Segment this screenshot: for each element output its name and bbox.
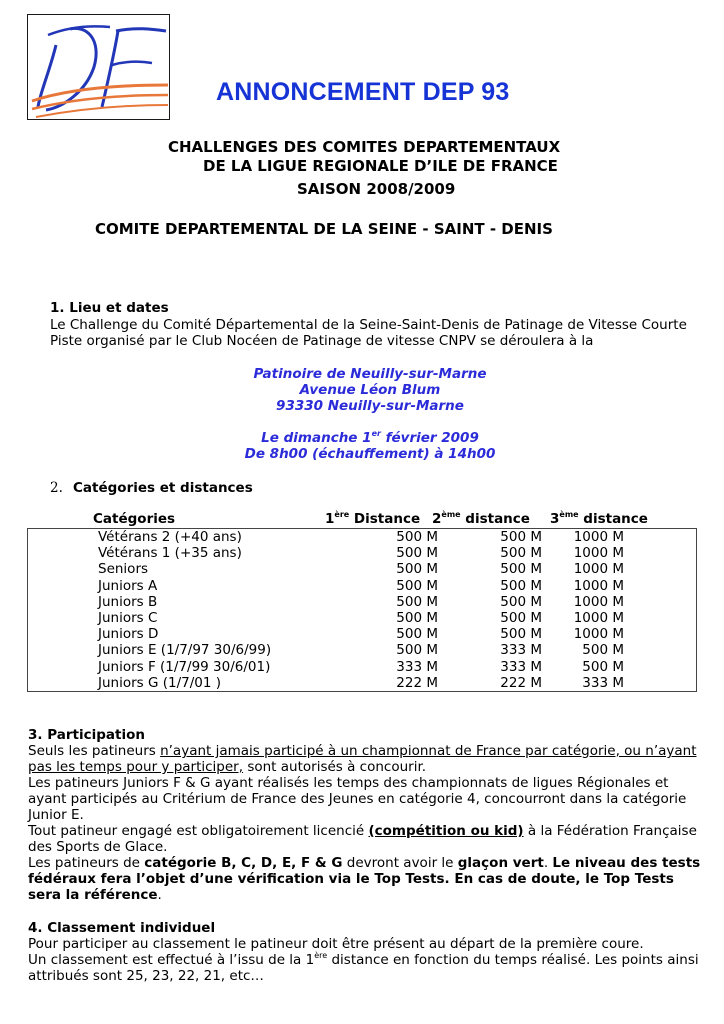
event-date-pre: Le dimanche 1 [261,430,372,446]
d1-sup: ère [334,510,350,519]
distance-3-cell: 1000 M [573,593,624,610]
distance-1-cell: 222 M [396,674,438,691]
s4-l2b: distance en fonction du temps réalisé. Les points ainsi [327,952,699,968]
header-season: SAISON 2008/2009 [297,180,456,198]
table-row [28,659,697,675]
section-3-line-7: des Sports de Glace. [28,839,168,855]
table-row [28,594,697,610]
s3-l8c: devront avoir le [342,855,458,871]
category-cell: Juniors G (1/7/01 ) [98,674,222,691]
document-title: ANNONCEMENT DEP 93 [216,78,510,106]
section-3-line-2 [28,759,426,776]
s4-l2a: Un classement est effectué à l’issu de la 1 [28,952,315,968]
distance-3-cell: 500 M [582,658,624,675]
distance-1-cell: 500 M [396,561,438,578]
header-line-1: CHALLENGES DES COMITES DEPARTEMENTAUX [168,138,561,156]
d3-sup: ème [559,510,579,519]
distance-2-cell: 500 M [500,610,542,627]
distance-3-cell: 1000 M [573,561,624,578]
category-cell: Seniors [98,561,149,578]
distance-1-cell: 500 M [396,545,438,562]
section-3-line-6 [28,823,697,840]
venue-street: Avenue Léon Blum [299,382,441,398]
distance-3-cell: 333 M [582,674,624,691]
s3-l6c: à la Fédération Française [523,823,697,839]
table-row [28,529,697,546]
table-row [28,675,697,692]
distance-1-cell: 500 M [396,610,438,627]
distance-3-cell: 1000 M [573,610,624,627]
section-1-text-1: Le Challenge du Comité Départemental de la Seine-Saint-Denis de Patinage de Vitesse Courte [50,317,687,333]
section-3-line-10 [28,887,162,904]
distance-2-cell: 333 M [500,642,542,659]
section-3-heading: 3. Participation [28,727,145,743]
section-4-line-2 [28,952,699,969]
d3-post: distance [578,511,648,527]
section-3-line-9: fédéraux fera l’objet d’une vérification via le Top Tests. En cas de doute, le Top Tests [28,871,674,887]
section-1-text-2: Piste organisé par le Club Nocéen de Patinage de vitesse CNPV se déroulera à la [50,333,594,349]
section-3-line-4: ayant participés au Critérium de France des Jeunes en catégorie 4, concourront dans la catégorie [28,791,687,807]
distance-2-cell: 500 M [500,577,542,594]
section-2-heading: Catégories et distances [73,480,253,496]
s3-l8d: glaçon vert [457,855,544,871]
section-1-heading: 1. Lieu et dates [50,300,169,316]
section-3-line-5: Junior E. [28,807,84,823]
s3-l10: sera la référence [28,887,158,903]
distance-1-cell: 333 M [396,658,438,675]
category-cell: Vétérans 1 (+35 ans) [98,545,242,562]
d2-sup: ème [441,510,461,519]
category-cell: Juniors A [98,577,158,594]
category-cell: Juniors C [98,610,158,627]
column-header-distance-2 [432,511,530,527]
section-4-line-3: attribués sont 25, 23, 22, 21, etc… [28,968,264,984]
s3-l2b: sont autorisés à concourir. [243,759,427,775]
distance-2-cell: 500 M [500,626,542,643]
s3-l10b: . [157,887,162,903]
distance-2-cell: 222 M [500,674,542,691]
distance-2-cell: 333 M [500,658,542,675]
table-row [28,610,697,626]
distance-3-cell: 1000 M [573,626,624,643]
distance-2-cell: 500 M [500,593,542,610]
s3-l2a: pas les temps pour y participer, [28,759,244,775]
distance-2-cell: 500 M [500,529,542,545]
distance-3-cell: 1000 M [573,529,624,545]
distance-1-cell: 500 M [396,529,438,545]
venue-name: Patinoire de Neuilly-sur-Marne [253,366,487,382]
d2-post: distance [460,511,530,527]
logo-graphic [28,15,170,120]
section-2-number: 2. [50,480,63,496]
s3-l1b: n’ayant jamais participé à un championnat de France par catégorie, ou n’ayant [160,743,697,759]
table-row [28,642,697,658]
event-date-post: février 2009 [380,430,479,446]
distance-3-cell: 1000 M [573,545,624,562]
distance-3-cell: 500 M [582,642,624,659]
s3-l6b: (compétition ou kid) [368,823,524,839]
s3-l8e: . [543,855,553,871]
section-4-line-1: Pour participer au classement le patineur doit être présent au départ de la première coure. [28,936,644,952]
d1-pre: 1 [325,511,335,527]
distance-1-cell: 500 M [396,593,438,610]
event-date [50,430,690,447]
table-row [28,545,697,561]
column-header-category: Catégories [93,511,176,527]
table-row [28,561,697,577]
table-row [28,626,697,642]
logo [27,14,170,120]
table-row [28,578,697,594]
column-header-distance-3 [550,511,648,527]
s4-l2sup: ère [314,951,328,960]
category-cell: Juniors B [98,593,158,610]
d2-pre: 2 [432,511,442,527]
s3-l8a: Les patineurs de [28,855,145,871]
category-cell: Vétérans 2 (+40 ans) [98,529,242,545]
header-line-2: DE LA LIGUE REGIONALE D’ILE DE FRANCE [203,157,558,175]
s3-l1a: Seuls les patineurs [28,743,161,759]
section-3-line-3: Les patineurs Juniors F & G ayant réalisés les temps des championnats de ligues Régionales et [28,775,669,791]
distance-3-cell: 1000 M [573,577,624,594]
category-cell: Juniors F (1/7/99 30/6/01) [98,658,271,675]
distance-1-cell: 500 M [396,642,438,659]
event-hours: De 8h00 (échauffement) à 14h00 [244,446,496,462]
d1-post: Distance [349,511,421,527]
category-cell: Juniors E (1/7/97 30/6/99) [98,642,272,659]
section-3-line-8 [28,855,700,872]
distance-1-cell: 500 M [396,626,438,643]
distance-2-cell: 500 M [500,561,542,578]
event-date-sup: er [371,429,381,438]
column-header-distance-1 [325,511,420,527]
d3-pre: 3 [550,511,560,527]
venue-city: 93330 Neuilly-sur-Marne [276,398,464,414]
committee-title: COMITE DEPARTEMENTAL DE LA SEINE - SAINT - DENIS [95,220,553,238]
section-4-heading: 4. Classement individuel [28,920,216,936]
s3-l8b: catégorie B, C, D, E, F & G [144,855,343,871]
categories-table [27,528,697,692]
section-3-line-1 [28,743,697,760]
distance-2-cell: 500 M [500,545,542,562]
distance-1-cell: 500 M [396,577,438,594]
s3-l8f: Le niveau des tests [552,855,701,871]
s3-l6a: Tout patineur engagé est obligatoirement licencié [28,823,369,839]
category-cell: Juniors D [98,626,159,643]
